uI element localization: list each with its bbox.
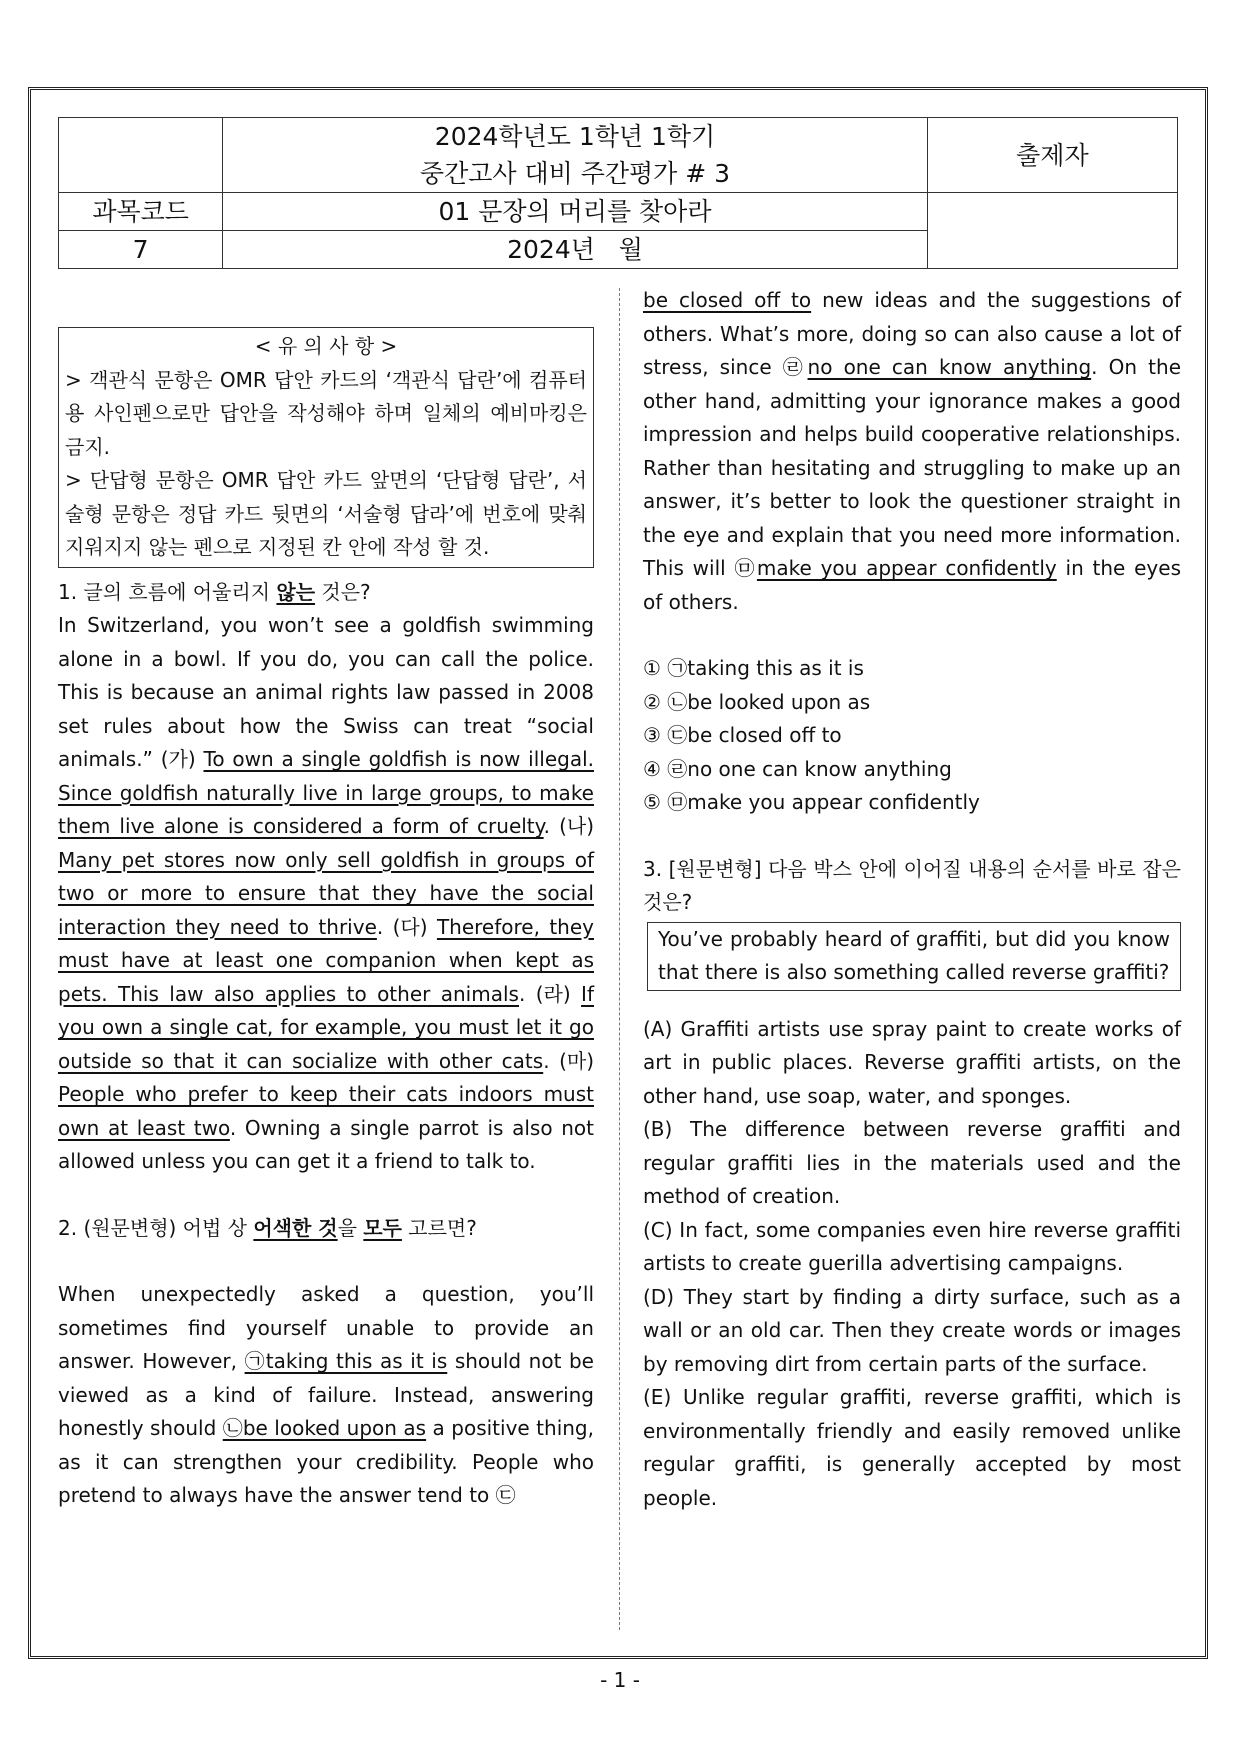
subject-code-value: 7 xyxy=(59,231,223,269)
notice-box xyxy=(58,327,594,568)
q1-sentence-ma: People who prefer to keep their cats indoors must own at least two xyxy=(58,1082,594,1140)
q1-sentence-ra: If you own a single cat, for example, you must let it go outside so that it can socialize with other cats xyxy=(58,981,594,1073)
q2-text-2: should not be viewed as a kind of failure. Instead, answering honestly should xyxy=(58,1349,594,1440)
q2-option-4: ④ ㉣no one can know anything xyxy=(643,756,952,781)
page-number: - 1 - xyxy=(600,1668,640,1692)
q3-paragraph-b: (B) The difference between reverse graffiti and regular graffiti lies in the materials used and the method of creation. xyxy=(643,1117,1181,1208)
q2-underline-b: ㉡be looked upon as xyxy=(222,1416,427,1440)
q2-stem-text: 2. (원문변형) 어법 상 xyxy=(58,1215,254,1240)
q1-stem-emphasis: 않는 xyxy=(276,579,316,604)
author-name-cell xyxy=(927,193,1177,269)
spacer xyxy=(643,820,1181,853)
q1-intro: In Switzerland, you won’t see a goldfish swimming alone in a bowl. If you do, you can call the police. This is because an animal rights law passed in 2008 set rules about how the Swiss can treat “social animals.” (가) xyxy=(58,613,594,771)
q1-sentence-ga: To own a single goldfish is now illegal. Since goldfish naturally live in large groups, to make them live alone is considered a form of cruelty xyxy=(58,747,594,838)
notice-line-2: > 단답형 문항은 OMR 답안 카드 앞면의 ‘단답형 답란’, 서술형 문항은 정답 카드 뒷면의 ‘서술형 답라’에 번호에 맞춰 지워지지 않는 펜으로 지정된 칸 안에 작성 할 것. xyxy=(65,468,587,559)
exam-date: 2024년 월 xyxy=(223,231,927,269)
q1-ending: . Owning a single parrot is also not allowed unless you can get it a friend to talk to. xyxy=(58,1115,594,1173)
spacer xyxy=(643,995,1181,1013)
q2-text-1: When unexpectedly asked a question, you’ll sometimes find yourself unable to provide an answer. However, xyxy=(58,1282,594,1373)
q3-box-text: You’ve probably heard of graffiti, but did you know that there is also something called reverse graffiti? xyxy=(658,926,1170,984)
q1-stem-end: 것은? xyxy=(315,579,371,604)
q1-marker-na: . (나) xyxy=(543,814,595,838)
q3-given-box xyxy=(647,922,1181,991)
right-column xyxy=(643,284,1181,1515)
q1-sentence-da: Therefore, they must have at least one companion when kept as pets. This law also applies to other animals xyxy=(58,914,594,1006)
blank-cell xyxy=(59,118,223,193)
q2-option-1: ① ㉠taking this as it is xyxy=(643,656,864,680)
notice-line-1: > 객관식 문항은 OMR 답안 카드의 ‘객관식 답란’에 컴퓨터용 사인펜으로만 답안을 작성해야 하며 일체의 예비마킹은 금지. xyxy=(65,367,587,459)
q2-option-5: ⑤ ㉤make you appear confidently xyxy=(643,790,980,814)
q2-stem-emphasis-1: 어색한 것 xyxy=(253,1215,338,1240)
q1-marker-ra: . (라) xyxy=(518,981,582,1006)
question-3-stem: 3. [원문변형] 다음 박스 안에 이어질 내용의 순서를 바로 잡은 것은? xyxy=(643,856,1181,914)
q2-stem-emphasis-2: 모두 xyxy=(363,1215,402,1240)
q2-text-3: a positive thing, as it can strengthen your credibility. People who pretend to always have the answer tend to ㉢ xyxy=(58,1416,594,1507)
left-column xyxy=(58,284,594,1513)
spacer xyxy=(58,1245,594,1278)
spacer xyxy=(58,1179,594,1212)
question-1-passage xyxy=(58,609,594,1179)
q2-stem-mid: 을 xyxy=(337,1215,364,1240)
q3-paragraph-e: (E) Unlike regular graffiti, reverse graffiti, which is environmentally friendly and easily removed unlike regular graffiti, is generally accepted by most people. xyxy=(643,1385,1181,1510)
q2-underline-a: ㉠taking this as it is xyxy=(244,1349,448,1373)
exam-title xyxy=(223,118,927,193)
q2-underline-e: make you appear confidently xyxy=(756,556,1057,580)
exam-title-line2: 중간고사 대비 주간평가 # 3 xyxy=(419,159,731,188)
q1-marker-da: . (다) xyxy=(376,914,437,939)
q3-paragraph-c: (C) In fact, some companies even hire reverse graffiti artists to create guerilla advertising campaigns. xyxy=(643,1217,1181,1275)
subject-code-label: 과목코드 xyxy=(59,193,223,231)
q2-underline-d: no one can know anything xyxy=(807,355,1092,379)
exam-title-line1: 2024학년도 1학년 1학기 xyxy=(434,122,716,151)
q2-text-4: new ideas and the suggestions of others. What’s more, doing so can also cause a lot of stress, since ㉣ xyxy=(643,288,1181,379)
spacer xyxy=(643,619,1181,652)
q1-sentence-na: Many pet stores now only sell goldfish in groups of two or more to ensure that they have the social interaction they need to thrive xyxy=(58,847,594,939)
q2-text-6: in the eyes of others. xyxy=(643,556,1181,614)
q2-option-3: ③ ㉢be closed off to xyxy=(643,723,842,747)
question-2-passage-part2 xyxy=(643,284,1181,619)
q2-underline-c: be closed off to xyxy=(643,288,812,312)
author-label: 출제자 xyxy=(927,118,1177,193)
q1-marker-ma: . (마) xyxy=(543,1048,595,1073)
column-divider xyxy=(619,288,620,1630)
q1-stem-text: 1. 글의 흐름에 어울리지 xyxy=(58,579,277,604)
question-1-stem xyxy=(58,576,594,610)
question-2-stem xyxy=(58,1212,594,1246)
q2-stem-end: 고르면? xyxy=(401,1215,477,1240)
notice-title: < 유 의 사 항 > xyxy=(254,334,398,358)
q2-text-5: . On the other hand, admitting your ignorance makes a good impression and helps build cooperative relationships. Rather than hesitating and struggling to make up an answer, it’s better to look the questioner straight in the eye and explain that you need more information. This will ㉤ xyxy=(643,355,1182,580)
exam-header-table xyxy=(58,117,1178,269)
q3-paragraph-d: (D) They start by finding a dirty surface, such as a wall or an old car. Then they create words or images by removing dirt from certain parts of the surface. xyxy=(643,1284,1181,1376)
unit-title: 01 문장의 머리를 찾아라 xyxy=(223,193,927,231)
q2-option-2: ② ㉡be looked upon as xyxy=(643,689,871,714)
q3-paragraph-a: (A) Graffiti artists use spray paint to create works of art in public places. Reverse graffiti artists, on the other hand, use soap, water, and sponges. xyxy=(643,1016,1181,1108)
question-2-passage-part1 xyxy=(58,1278,594,1513)
